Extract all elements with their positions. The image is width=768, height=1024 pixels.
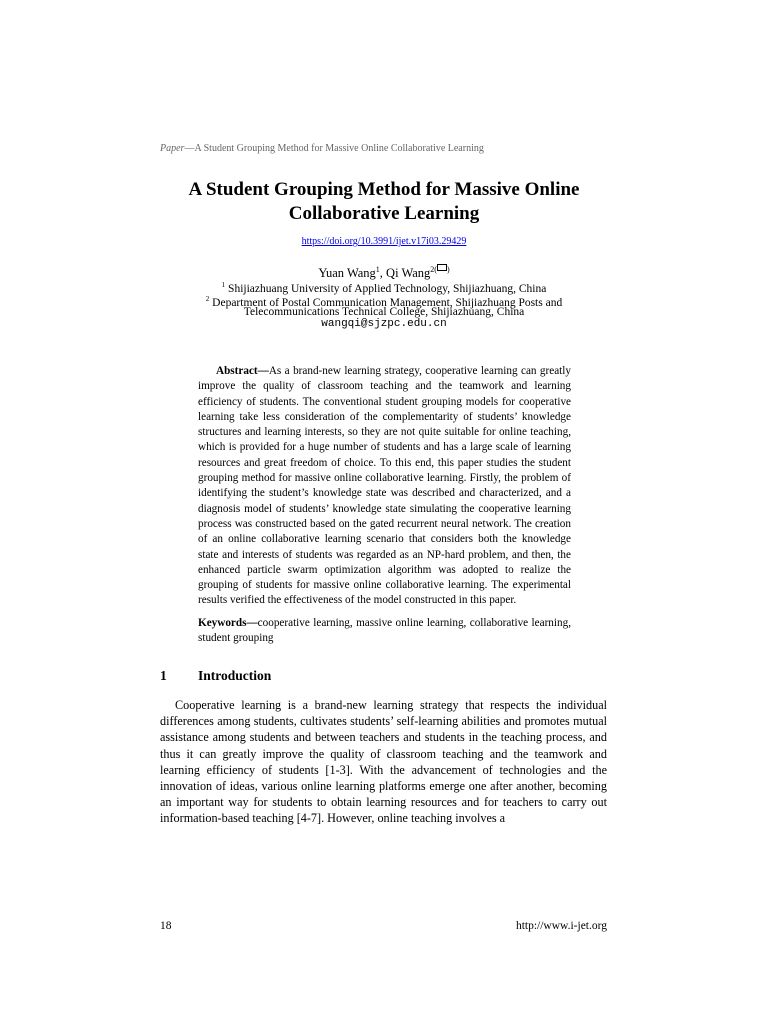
title-line-2: Collaborative Learning bbox=[288, 203, 480, 224]
introduction-body bbox=[160, 697, 607, 827]
section-title: Introduction bbox=[198, 668, 272, 683]
keywords bbox=[198, 616, 571, 647]
affiliation-2-text: Department of Postal Communication Management, Shijiazhuang Posts and bbox=[209, 296, 563, 309]
abstract-label: Abstract— bbox=[216, 365, 269, 377]
affiliation-1-sup: 1 bbox=[221, 281, 226, 289]
affiliation-2-cont-text: Telecommunications Technical College, Shijiazhuang, China bbox=[243, 306, 525, 318]
doi-link[interactable]: https://doi.org/10.3991/ijet.v17i03.29429 bbox=[301, 236, 467, 247]
running-head-text: —A Student Grouping Method for Massive Online Collaborative Learning bbox=[184, 143, 484, 154]
abstract-text: As a brand-new learning strategy, cooperative learning can greatly improve the quality of classroom teaching and the teamwork and learning efficiency of students. The conventional student grouping models for cooperative learning take less consideration of the complementarity of students’ knowledge structures and learning interests, so they are not quite suitable for online teaching, which is provided for a huge number of students and has a large scale of learning resources and great freedom of choice. To this end, this paper studies the student grouping method for massive online collaborative learning. Firstly, the problem of identifying the student’s knowledge state was described and characterized, and a diagnosis model of students’ knowledge state simulating the cooperative learning process was constructed based on the gated recurrent neural network. The creation of an online collaborative learning scenario that considers both the knowledge state and interests of students was regarded as an NP-hard problem, and then, the enhanced particle swarm optimization algorithm was adopted to realize the grouping of students for massive online collaborative learning. The experimental results verified the effectiveness of the model constructed in this paper. bbox=[198, 365, 571, 607]
title-line-1: A Student Grouping Method for Massive Online bbox=[188, 179, 580, 200]
affiliation-2-sup: 2 bbox=[205, 295, 210, 303]
running-head bbox=[160, 143, 484, 154]
section-heading bbox=[160, 668, 271, 684]
paper-title bbox=[0, 178, 768, 226]
keywords-text: cooperative learning, massive online learning, collaborative learning, student grouping bbox=[198, 617, 571, 645]
author-1-name: Yuan Wang bbox=[318, 266, 376, 281]
running-head-label: Paper bbox=[160, 143, 185, 154]
author-2-sup-num: 2 bbox=[430, 265, 435, 274]
keywords-label: Keywords— bbox=[198, 617, 258, 629]
envelope-icon bbox=[437, 264, 447, 271]
affiliation-1-text: Shijiazhuang University of Applied Technology, Shijiazhuang, China bbox=[225, 282, 547, 295]
author-2-sup bbox=[430, 265, 449, 274]
author-2-open: ( bbox=[434, 265, 437, 274]
author-2-name: Qi Wang bbox=[386, 266, 431, 281]
abstract bbox=[198, 364, 571, 609]
page-number: 18 bbox=[160, 920, 172, 932]
author-1-sup: 1 bbox=[375, 265, 380, 274]
section-number: 1 bbox=[160, 668, 167, 683]
intro-paragraph: Cooperative learning is a brand-new learning strategy that respects the individual differences among students, cultivates students’ self-learning abilities and promotes mutual assistance among students and between teachers and students in the teaching process, and thus it can greatly improve the quality of classroom teaching and the teamwork and learning efficiency of students [1-3]. With the advancement of technologies and the innovation of ideas, various online learning platforms emerge one after another, becoming an important way for students to obtain learning resources and for teachers to carry out information-based teaching [4-7]. However, online teaching involves a bbox=[160, 698, 607, 826]
author-2-close: ) bbox=[446, 265, 450, 274]
footer-site-link[interactable]: http://www.i-jet.org bbox=[515, 920, 607, 932]
author-email[interactable]: wangqi@sjzpc.edu.cn bbox=[321, 318, 447, 330]
author-separator: , bbox=[379, 266, 387, 281]
